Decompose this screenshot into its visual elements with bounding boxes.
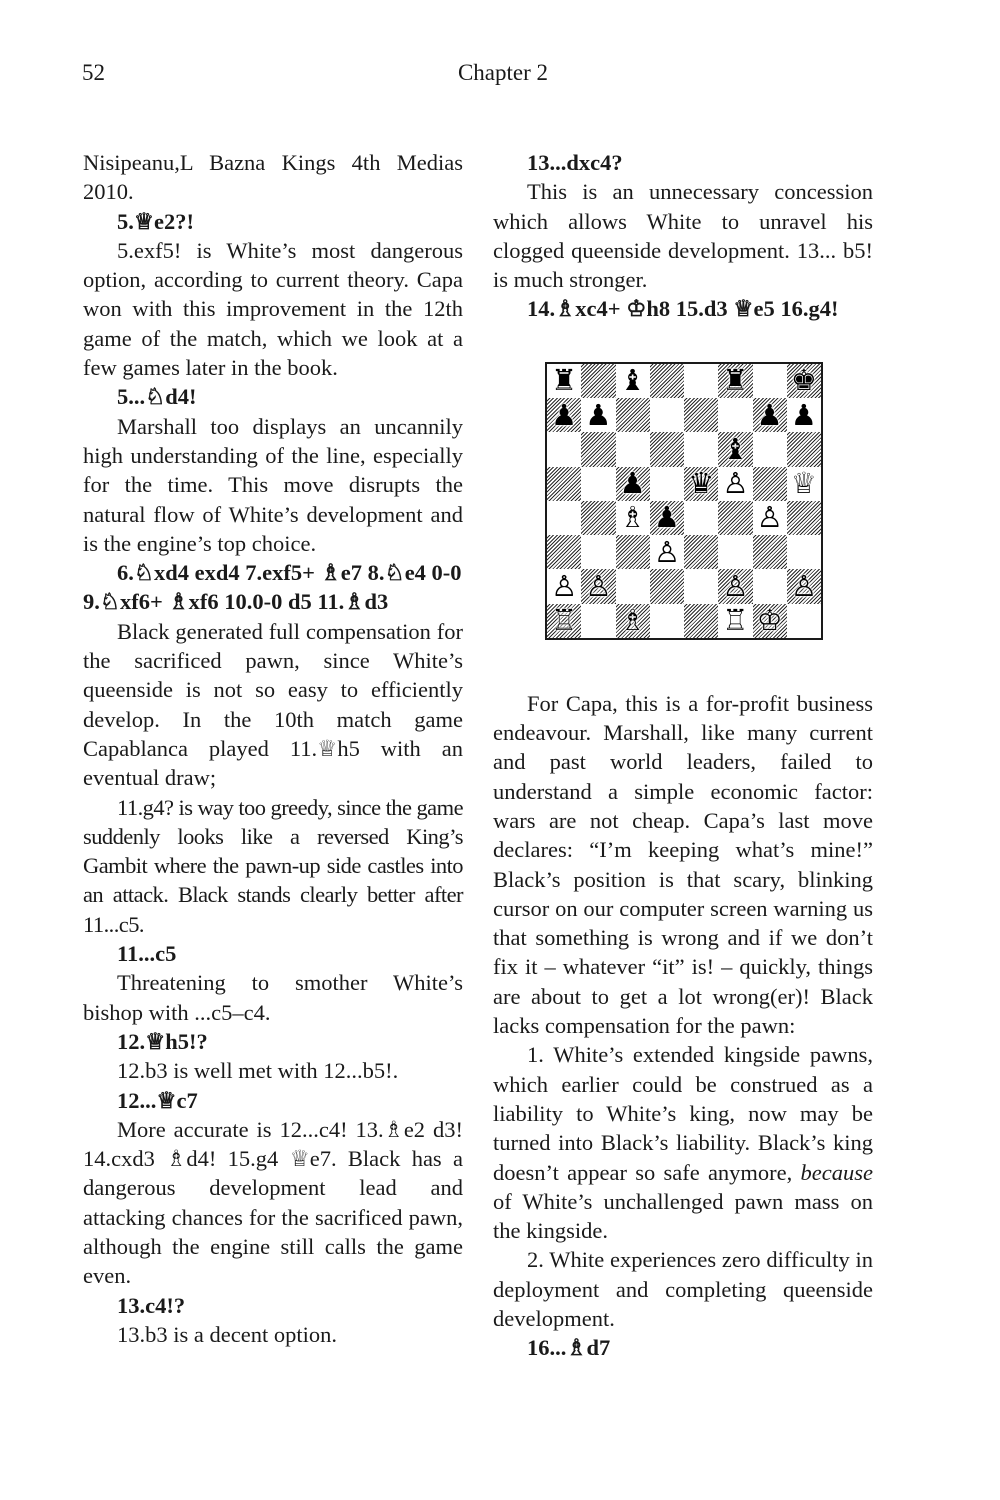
square-h3	[787, 535, 821, 569]
move-line: 12.♕h5!?	[117, 1028, 208, 1054]
square-b3	[581, 535, 615, 569]
square-c4	[616, 501, 650, 535]
black-bishop-icon: ♝	[722, 431, 749, 466]
square-e6	[684, 432, 718, 466]
square-c6	[616, 432, 650, 466]
chess-diagram	[493, 324, 873, 689]
square-h5	[787, 467, 821, 501]
move-line: 5...♘d4!	[117, 384, 197, 410]
square-e3	[684, 535, 718, 569]
move-line: 13.c4!?	[117, 1292, 186, 1318]
paragraph: This is an unnecessary concession which allows White to unravel his clogged queenside development. 13... b5! is much stronger.	[493, 179, 873, 293]
chapter-title: Chapter 2	[457, 60, 549, 85]
square-c7	[616, 398, 650, 432]
square-f4	[718, 501, 752, 535]
square-g5	[753, 467, 787, 501]
square-a8	[547, 364, 581, 398]
move-line: 6.♘xd4 exd4 7.exf5+ ♗e7 8.♘e4 0-0 9.♘xf6+ ♗xf6 10.0-0 d5 11.♗d3	[83, 560, 462, 615]
square-f8	[718, 364, 752, 398]
chess-board	[545, 362, 823, 640]
black-pawn-icon: ♟	[619, 466, 646, 501]
square-f3	[718, 535, 752, 569]
move-line: 16...♗d7	[527, 1335, 611, 1361]
square-f2	[718, 569, 752, 603]
paragraph: Threatening to smother White’s bishop with ...c5–c4.	[83, 970, 463, 1025]
black-pawn-icon: ♟	[756, 397, 783, 432]
paragraph: For Capa, this is a for-profit business endeavour. Marshall, like many current and past world leaders, failed to understand a simple economic factor: wars are not cheap. Capa’s last move declares: “I’m keeping what’s mine!” Black’s position is that scary, blinking cursor on our computer screen warning us that something is wrong and if we don’t fix it – whatever “it” is! – quickly, things are about to get a lot wrong(er)! Black lacks compensation for the pawn:	[493, 690, 873, 1039]
paragraph: Black generated full compensation for the sacrificed pawn, since White’s queenside is not so easy to efficiently develop. In the 10th match game Capablanca played 11.♕h5 with an eventual draw;	[83, 618, 463, 791]
square-e7	[684, 398, 718, 432]
square-h6	[787, 432, 821, 466]
square-f6	[718, 432, 752, 466]
square-g6	[753, 432, 787, 466]
square-a1	[547, 604, 581, 638]
white-pawn-icon: ♙	[756, 500, 783, 535]
square-b4	[581, 501, 615, 535]
white-rook-icon: ♖	[722, 603, 749, 638]
black-bishop-icon: ♝	[619, 363, 646, 398]
square-h8	[787, 364, 821, 398]
paragraph: Marshall too displays an uncannily high understanding of the line, especially for the time. This move disrupts the natural flow of White’s development and is the engine’s top choice.	[83, 413, 463, 556]
square-d5	[650, 467, 684, 501]
paragraph: 11.g4? is way too greedy, since the game suddenly looks like a reversed King’s Gambit where the pawn-up side castles into an attack. Black stands clearly better after 11...c5.	[83, 794, 463, 937]
square-d1	[650, 604, 684, 638]
square-a2	[547, 569, 581, 603]
paragraph	[493, 1040, 873, 1245]
square-c8	[616, 364, 650, 398]
square-f1	[718, 604, 752, 638]
square-a7	[547, 398, 581, 432]
black-pawn-icon: ♟	[653, 500, 680, 535]
square-g1	[753, 604, 787, 638]
square-c3	[616, 535, 650, 569]
text-run: of White’s unchallenged pawn mass on the kingside.	[493, 1188, 873, 1244]
white-rook-icon: ♖	[551, 603, 578, 638]
square-c1	[616, 604, 650, 638]
white-pawn-icon: ♙	[722, 568, 749, 603]
square-c2	[616, 569, 650, 603]
black-king-icon: ♚	[790, 363, 817, 398]
square-a5	[547, 467, 581, 501]
running-header	[82, 60, 924, 94]
square-g2	[753, 569, 787, 603]
white-pawn-icon: ♙	[551, 568, 578, 603]
right-column	[493, 148, 873, 1363]
square-a3	[547, 535, 581, 569]
square-b6	[581, 432, 615, 466]
black-queen-icon: ♛	[688, 466, 715, 501]
square-a6	[547, 432, 581, 466]
white-bishop-icon: ♗	[619, 603, 646, 638]
square-g4	[753, 501, 787, 535]
square-h2	[787, 569, 821, 603]
page-number: 52	[82, 60, 105, 85]
paragraph: 13.b3 is a decent option.	[117, 1321, 337, 1347]
square-f5	[718, 467, 752, 501]
white-queen-icon: ♕	[790, 466, 817, 501]
square-c5	[616, 467, 650, 501]
paragraph: Nisipeanu,L Bazna Kings 4th Medias 2010.	[83, 150, 463, 205]
right-column-bottom-text	[493, 689, 873, 1363]
white-king-icon: ♔	[756, 603, 783, 638]
black-pawn-icon: ♟	[551, 397, 578, 432]
square-e8	[684, 364, 718, 398]
white-pawn-icon: ♙	[790, 568, 817, 603]
square-g8	[753, 364, 787, 398]
move-line: 13...dxc4?	[527, 150, 623, 175]
square-d2	[650, 569, 684, 603]
white-pawn-icon: ♙	[722, 466, 749, 501]
square-e4	[684, 501, 718, 535]
move-line: 14.♗xc4+ ♔h8 15.d3 ♕e5 16.g4!	[527, 296, 839, 322]
square-f7	[718, 398, 752, 432]
black-rook-icon: ♜	[551, 363, 578, 398]
square-b8	[581, 364, 615, 398]
square-e5	[684, 467, 718, 501]
square-d4	[650, 501, 684, 535]
text-run: 1. White’s extended kingside pawns, which earlier could be construed as a liability to White’s king, now may be turned into Black’s liability. Black’s king doesn’t appear so safe anymore,	[493, 1042, 873, 1185]
square-b5	[581, 467, 615, 501]
square-e1	[684, 604, 718, 638]
white-pawn-icon: ♙	[653, 534, 680, 569]
square-a4	[547, 501, 581, 535]
paragraph: More accurate is 12...c4! 13.♗e2 d3! 14.cxd3 ♗d4! 15.g4 ♕e7. Black has a dangerous development lead and attacking chances for the sacrificed pawn, although the engine still calls the game even.	[83, 1116, 463, 1289]
paragraph: 12.b3 is well met with 12...b5!.	[117, 1058, 399, 1084]
square-d8	[650, 364, 684, 398]
square-g7	[753, 398, 787, 432]
square-h1	[787, 604, 821, 638]
move-line: 11...c5	[117, 941, 177, 967]
emphasis: because	[800, 1159, 873, 1185]
white-pawn-icon: ♙	[585, 568, 612, 603]
black-pawn-icon: ♟	[585, 397, 612, 432]
paragraph: 5.exf5! is White’s most dangerous option, according to current theory. Capa won with this improvement in the 12th game of the match, which we look at a few games later in the book.	[83, 237, 463, 381]
square-b2	[581, 569, 615, 603]
black-pawn-icon: ♟	[790, 397, 817, 432]
square-b1	[581, 604, 615, 638]
white-bishop-icon: ♗	[619, 500, 646, 535]
move-line: 5.♕e2?!	[117, 208, 195, 234]
square-h4	[787, 501, 821, 535]
right-column-top-text	[493, 148, 873, 324]
square-d6	[650, 432, 684, 466]
square-d3	[650, 535, 684, 569]
square-h7	[787, 398, 821, 432]
square-b7	[581, 398, 615, 432]
square-d7	[650, 398, 684, 432]
square-e2	[684, 569, 718, 603]
left-column	[83, 148, 463, 1349]
square-g3	[753, 535, 787, 569]
move-line: 12...♕c7	[117, 1087, 198, 1113]
paragraph: 2. White experiences zero difficulty in deployment and completing queenside development.	[493, 1247, 873, 1332]
black-rook-icon: ♜	[722, 363, 749, 398]
